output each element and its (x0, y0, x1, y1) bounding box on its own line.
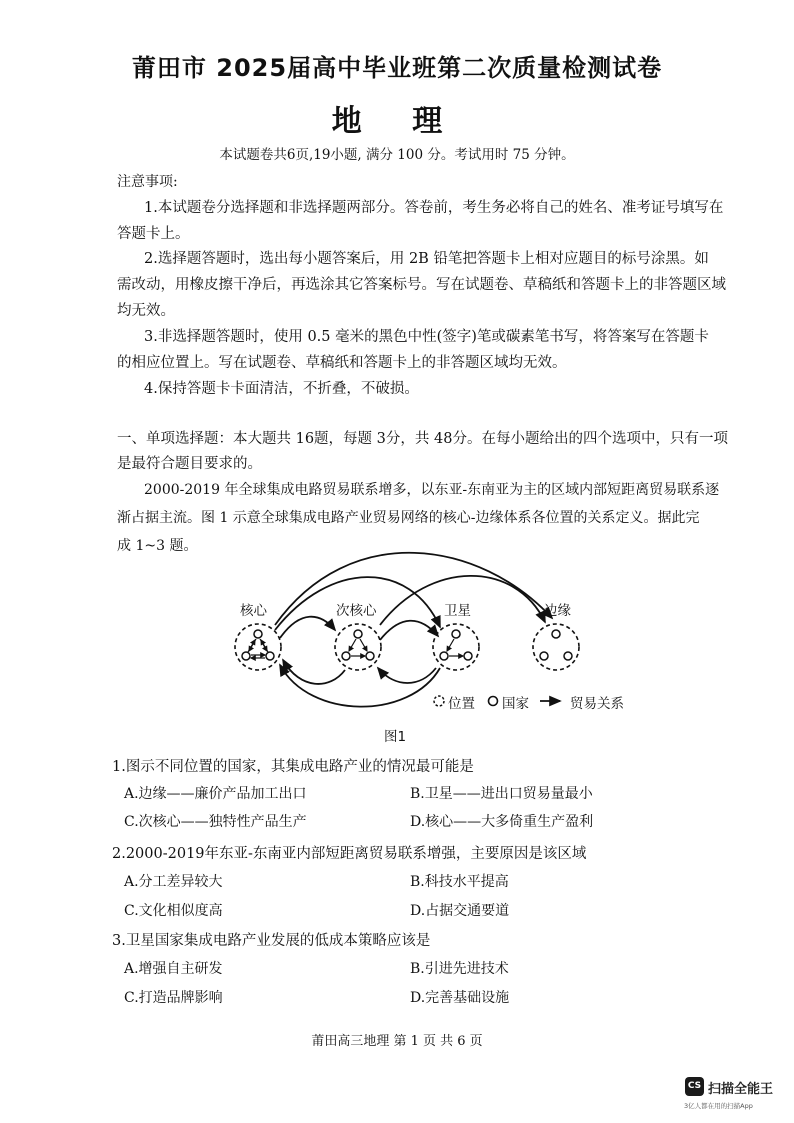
label-subcore: 次核心 (336, 603, 377, 619)
question-2-option-d[interactable]: D.占据交通要道 (410, 903, 510, 919)
question-3-option-b[interactable]: B.引进先进技术 (410, 961, 509, 977)
legend-position-label: 位置 (448, 696, 475, 712)
country-node (452, 630, 460, 638)
country-node (266, 652, 274, 660)
question-3-stem: 3.卫星国家集成电路产业发展的低成本策略应该是 (112, 933, 431, 949)
note-line-4: 需改动，用橡皮擦干净后，再选涂其它答案标号。写在试题卷、草稿纸和答题卡上的非答题区域 (117, 277, 726, 293)
passage-line-2: 渐占据主流。图 1 示意全球集成电路产业贸易网络的核心-边缘体系各位置的关系定义。据此完 (117, 510, 700, 526)
page-footer: 莆田高三地理 第 1 页 共 6 页 (311, 1034, 483, 1049)
country-node (254, 630, 262, 638)
note-line-3: 2.选择题答题时，选出每小题答案后，用 2B 铅笔把答题卡上相对应题目的标号涂黑。如 (144, 251, 709, 267)
arc-satellite-to-core (280, 665, 440, 707)
subject-title: 地 理 (331, 104, 463, 139)
question-3-option-d[interactable]: D.完善基础设施 (410, 990, 510, 1006)
legend-country-icon (489, 697, 498, 706)
legend-country-label: 国家 (502, 696, 529, 712)
country-node (540, 652, 548, 660)
note-line-2: 答题卡上。 (117, 226, 190, 242)
passage-line-3: 成 1~3 题。 (117, 538, 198, 554)
arc-subcore-to-satellite (380, 621, 438, 640)
country-node (354, 630, 362, 638)
note-line-6: 3.非选择题答题时，使用 0.5 毫米的黑色中性(签字)笔或碳素笔书写，将答案写在答题卡 (144, 329, 709, 345)
country-node (440, 652, 448, 660)
camscanner-tagline: 3亿人都在用的扫描App (684, 1102, 753, 1110)
question-3-option-a[interactable]: A.增强自主研发 (124, 961, 223, 977)
country-node (342, 652, 350, 660)
label-edge: 边缘 (544, 603, 571, 619)
passage-line-1: 2000-2019 年全球集成电路贸易联系增多，以东亚-东南亚为主的区域内部短距离贸易联系逐 (144, 482, 720, 498)
exam-info: 本试题卷共6页,19小题, 满分 100 分。考试用时 75 分钟。 (219, 147, 575, 163)
legend-position-icon (434, 696, 444, 706)
notes-heading: 注意事项: (117, 174, 178, 190)
note-line-7: 的相应位置上。写在试题卷、草稿纸和答题卡上的非答题区域均无效。 (117, 355, 567, 371)
question-1-stem: 1.图示不同位置的国家，其集成电路产业的情况最可能是 (112, 759, 474, 775)
arc-core-to-subcore (280, 617, 335, 638)
camscanner-logo-icon: CS (685, 1077, 704, 1096)
note-line-8: 4.保持答题卡卡面清洁，不折叠，不破损。 (144, 381, 419, 397)
country-node (242, 652, 250, 660)
question-2-option-c[interactable]: C.文化相似度高 (124, 903, 223, 919)
note-line-5: 均无效。 (117, 303, 175, 319)
country-node (464, 652, 472, 660)
section-heading-line-2: 是最符合题目要求的。 (117, 456, 262, 472)
exam-title: 莆田市 2025届高中毕业班第二次质量检测试卷 (131, 54, 663, 82)
country-node (564, 652, 572, 660)
question-1-option-c[interactable]: C.次核心——独特性产品生产 (124, 814, 307, 830)
legend-trade-label: 贸易关系 (570, 696, 624, 712)
question-2-option-b[interactable]: B.科技水平提高 (410, 874, 509, 890)
label-core: 核心 (240, 603, 267, 619)
country-node (552, 630, 560, 638)
note-line-1: 1.本试题卷分选择题和非选择题两部分。答卷前，考生务必将自己的姓名、准考证号填写在 (144, 200, 724, 216)
country-node (366, 652, 374, 660)
question-2-option-a[interactable]: A.分工差异较大 (124, 874, 223, 890)
question-1-option-a[interactable]: A.边缘——廉价产品加工出口 (124, 786, 307, 802)
label-satellite: 卫星 (444, 603, 471, 619)
question-3-option-c[interactable]: C.打造品牌影响 (124, 990, 223, 1006)
question-1-option-b[interactable]: B.卫星——进出口贸易量最小 (410, 786, 593, 802)
figure-caption: 图1 (384, 729, 407, 745)
question-1-option-d[interactable]: D.核心——大多倚重生产盈利 (410, 814, 594, 830)
question-2-stem: 2.2000-2019年东亚-东南亚内部短距离贸易联系增强，主要原因是该区域 (112, 846, 587, 862)
camscanner-name: 扫描全能王 (708, 1082, 774, 1097)
section-heading-line-1: 一、单项选择题：本大题共 16题，每题 3分，共 48分。在每小题给出的四个选项中，只有一项 (117, 431, 728, 447)
arc-core-to-edge (275, 553, 552, 625)
arc-satellite-to-subcore (378, 668, 436, 683)
